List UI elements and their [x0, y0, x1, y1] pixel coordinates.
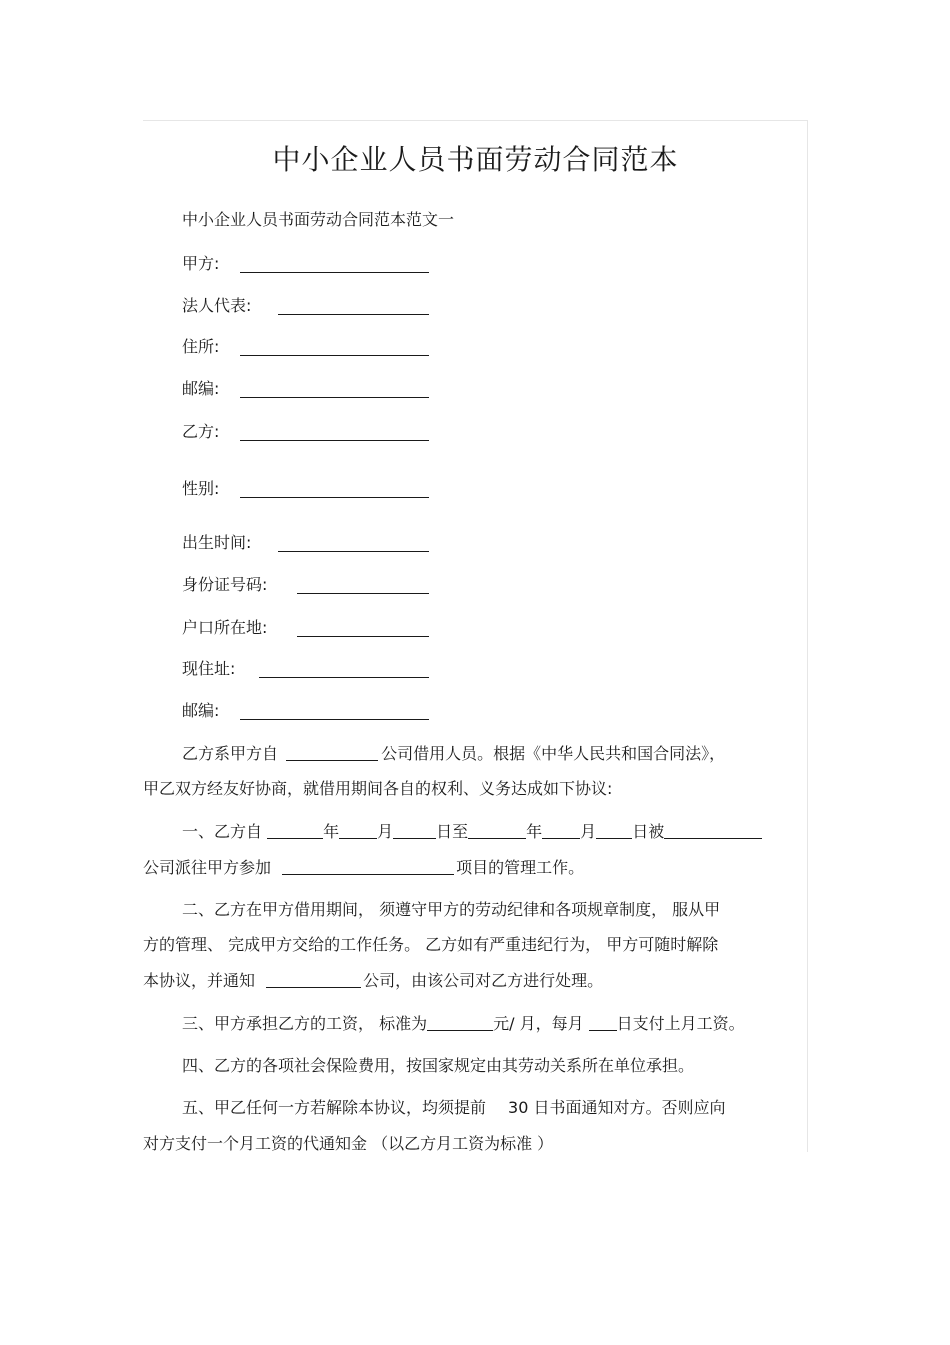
wage-amount-blank[interactable]	[427, 1014, 493, 1031]
current-address-blank[interactable]	[259, 677, 429, 678]
clause-1-line-1	[182, 820, 762, 844]
clause-1-text-l2a: 公司派往甲方参加	[143, 858, 272, 877]
postcode-b-label: 邮编:	[182, 701, 220, 720]
start-day-blank[interactable]	[393, 822, 436, 839]
clause-5-line-1	[182, 1096, 725, 1120]
party-b-label: 乙方:	[182, 422, 220, 441]
postcode-a-blank[interactable]	[240, 397, 429, 398]
id-number-label: 身份证号码:	[182, 575, 268, 594]
address-label: 住所:	[182, 337, 220, 356]
end-day-blank[interactable]	[596, 822, 632, 839]
clause-1-day-1: 日至	[436, 822, 469, 841]
clause-1-year-2: 年	[526, 822, 543, 841]
clause-2-line-1: 二、乙方在甲方借用期间， 须遵守甲方的劳动纪律和各项规章制度， 服从甲	[182, 900, 721, 919]
intro-line-1	[182, 742, 725, 766]
address-blank[interactable]	[240, 355, 429, 356]
clause-2-line-3	[143, 969, 603, 993]
lending-company-blank[interactable]	[286, 744, 378, 761]
notify-company-blank[interactable]	[266, 971, 361, 988]
clause-1-text-l2b: 项目的管理工作。	[456, 858, 585, 877]
clause-1-year-1: 年	[323, 822, 340, 841]
gender-label: 性别:	[182, 479, 220, 498]
postcode-b-blank[interactable]	[240, 719, 429, 720]
project-name-blank[interactable]	[282, 858, 454, 875]
hukou-blank[interactable]	[297, 636, 429, 637]
clause-3-text-b: 元/ 月，每月	[493, 1014, 584, 1033]
party-a-blank[interactable]	[240, 272, 429, 273]
document-subtitle: 中小企业人员书面劳动合同范本范文一	[182, 210, 455, 229]
clause-4-line: 四、乙方的各项社会保险费用，按国家规定由其劳动关系所在单位承担。	[182, 1056, 695, 1075]
document-title: 中小企业人员书面劳动合同范本	[272, 143, 679, 176]
clause-1-month-1: 月	[377, 822, 394, 841]
start-year-blank[interactable]	[267, 822, 323, 839]
party-b-blank[interactable]	[240, 440, 429, 441]
clause-1-text-a: 一、乙方自	[182, 822, 263, 841]
birth-time-label: 出生时间:	[182, 533, 252, 552]
clause-1-day-2: 日被	[632, 822, 665, 841]
pay-day-blank[interactable]	[589, 1014, 617, 1031]
clause-1-line-2	[143, 856, 584, 880]
id-number-blank[interactable]	[297, 593, 429, 594]
clause-1-month-2: 月	[580, 822, 597, 841]
clause-2-line-2: 方的管理、 完成甲方交给的工作任务。 乙方如有严重违纪行为， 甲方可随时解除	[143, 935, 719, 954]
birth-time-blank[interactable]	[278, 551, 429, 552]
hukou-label: 户口所在地:	[182, 618, 268, 637]
gender-blank[interactable]	[240, 497, 429, 498]
clause-5-line-2: 对方支付一个月工资的代通知金 （以乙方月工资为标准 ）	[143, 1134, 554, 1153]
end-month-blank[interactable]	[542, 822, 580, 839]
intro-line-2: 甲乙双方经友好协商，就借用期间各自的权利、义务达成如下协议:	[143, 779, 613, 798]
clause-3-line	[182, 1012, 745, 1036]
legal-rep-blank[interactable]	[278, 314, 429, 315]
clause-5-text-l1a: 五、甲乙任何一方若解除本协议，均须提前	[182, 1098, 487, 1117]
clause-2-text-l3a: 本协议，并通知	[143, 971, 256, 990]
clause-3-text-a: 三、甲方承担乙方的工资， 标准为	[182, 1014, 428, 1033]
start-month-blank[interactable]	[339, 822, 377, 839]
clause-2-text-l3b: 公司，由该公司对乙方进行处理。	[363, 971, 604, 990]
party-a-label: 甲方:	[182, 254, 220, 273]
intro-text-b: 公司借用人员。根据《中华人民共和国合同法》，	[381, 744, 726, 763]
clause-5-text-l1b: 30 日书面通知对方。否则应向	[508, 1098, 726, 1117]
postcode-a-label: 邮编:	[182, 379, 220, 398]
intro-text-a: 乙方系甲方自	[182, 744, 279, 763]
end-year-blank[interactable]	[468, 822, 526, 839]
current-address-label: 现住址:	[182, 659, 236, 678]
dispatching-company-blank[interactable]	[664, 822, 762, 839]
clause-3-text-c: 日支付上月工资。	[616, 1014, 745, 1033]
legal-rep-label: 法人代表:	[182, 296, 252, 315]
